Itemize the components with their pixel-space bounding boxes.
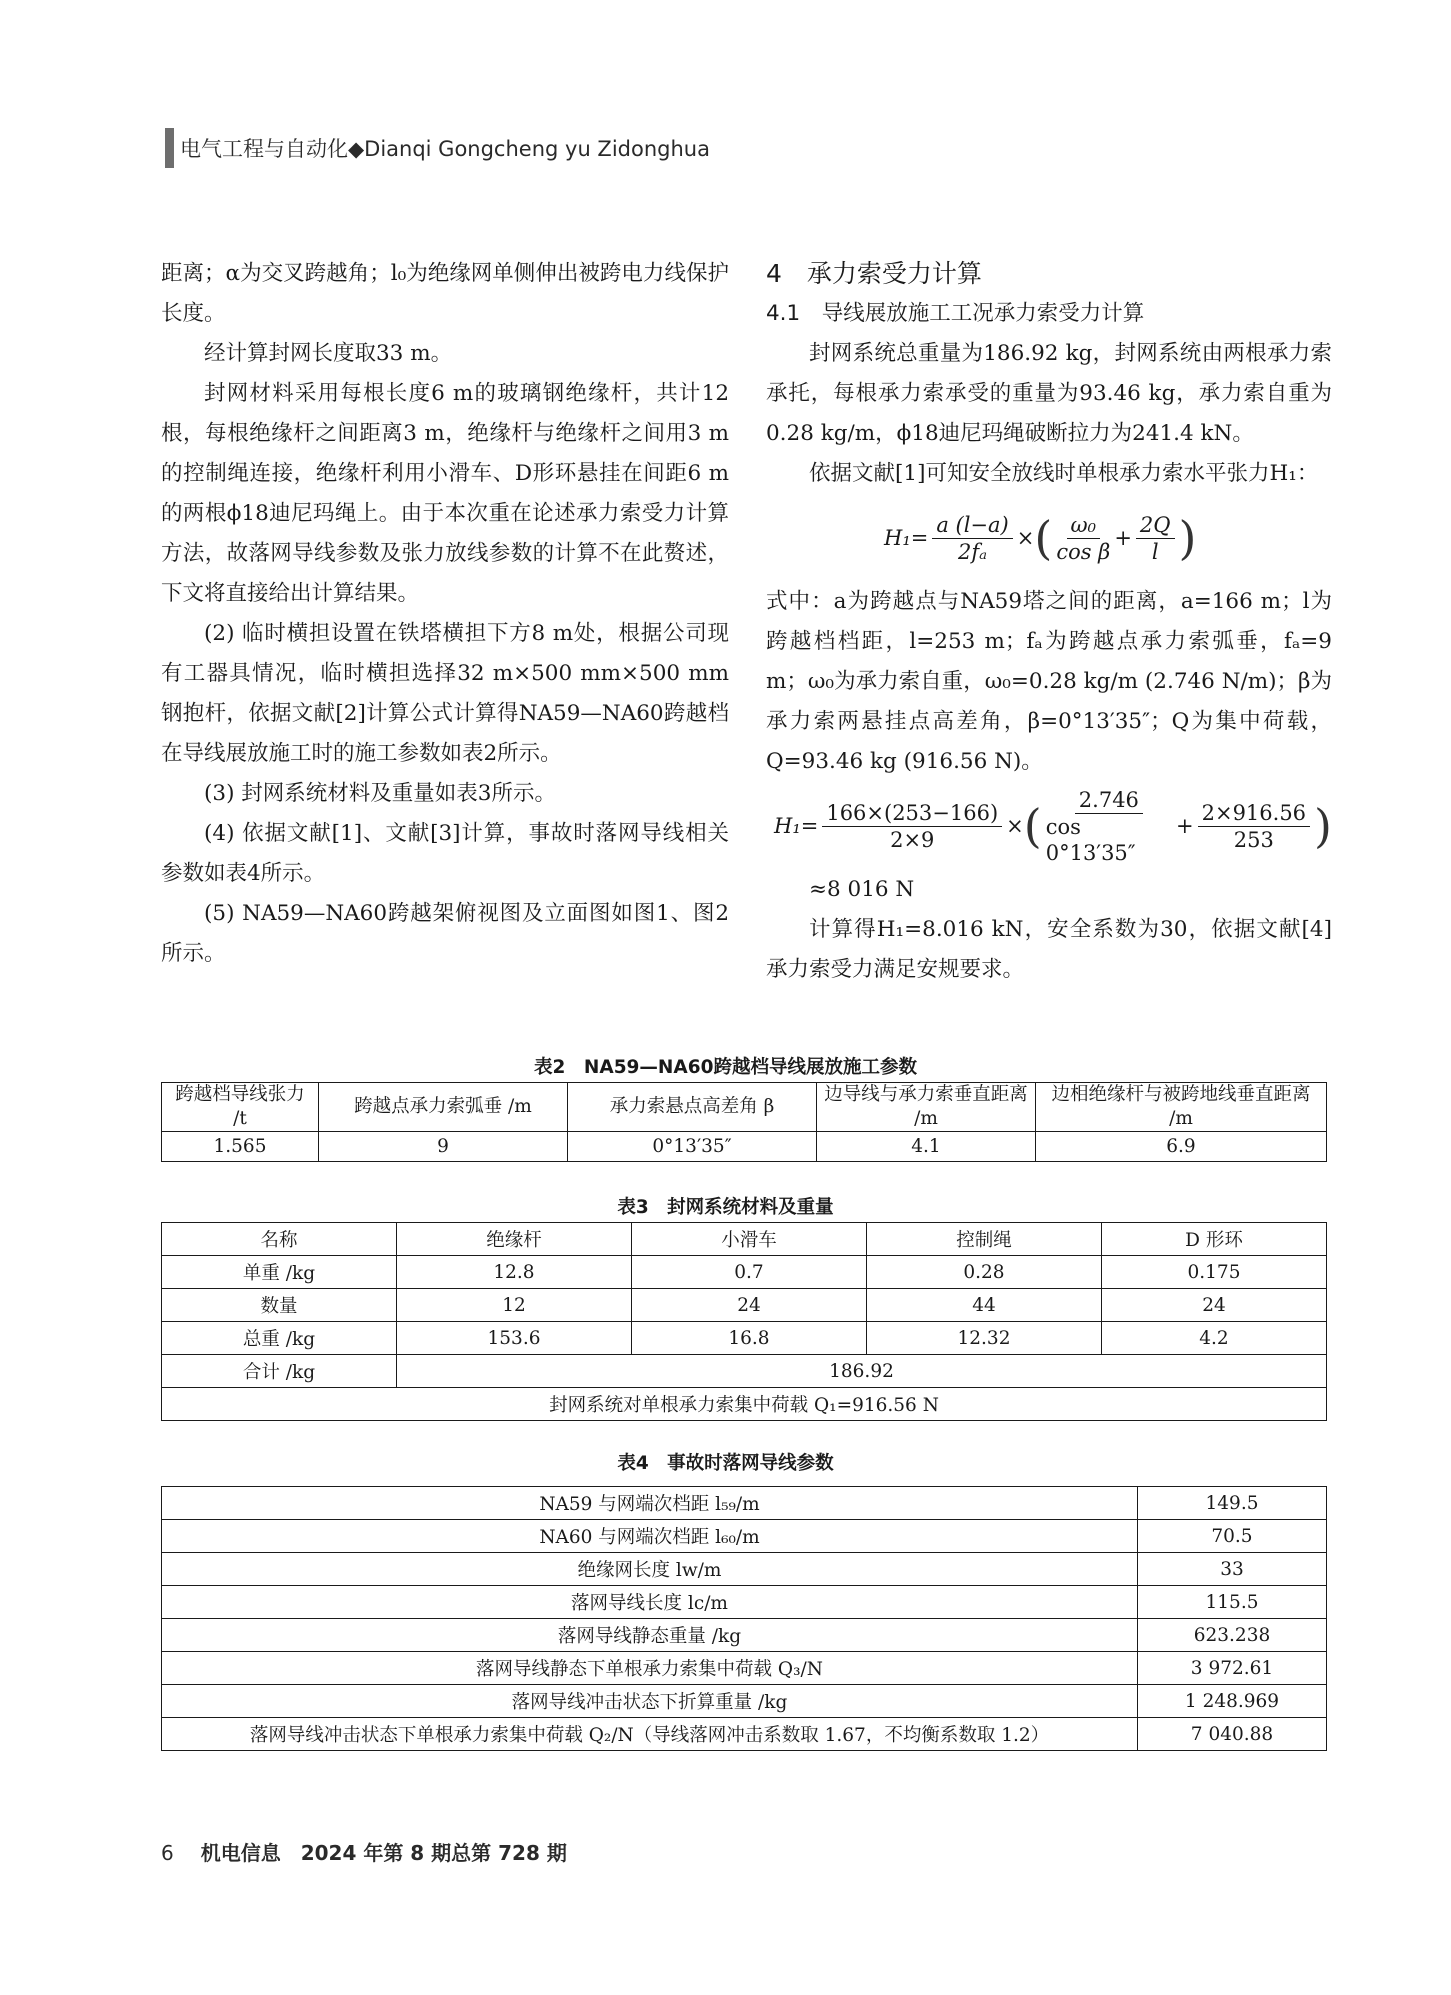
paragraph: 式中：a为跨越点与NA59塔之间的距离，a=166 m；l为跨越档档距，l=253 m；fₐ为跨越点承力索弧垂，fₐ=9 m；ω₀为承力索自重，ω₀=0.28 kg/m (2.746 N/m)；β为承力索两悬挂点高差角，β=0°13′35″；Q为集中荷载，Q=93.46 kg (916.56 N)。: [766, 589, 1332, 774]
table-row: [162, 1586, 1327, 1619]
fraction: [932, 512, 1012, 565]
denominator: cos 0°13′35″: [1045, 814, 1136, 865]
table-cell: 6.9: [1036, 1132, 1327, 1162]
fraction: [822, 800, 1002, 853]
table-cell: NA60 与网端次档距 l₆₀/m: [162, 1520, 1138, 1553]
table-cell: 12.32: [867, 1322, 1102, 1355]
table-cell: 24: [1102, 1289, 1327, 1322]
table-row: [162, 1322, 1327, 1355]
approx-result: ≈8 016 N: [809, 877, 915, 902]
journal-info: 机电信息 2024 年第 8 期总第 728 期: [200, 1841, 567, 1865]
right-paren: ): [1314, 799, 1332, 853]
table-row: [162, 1553, 1327, 1586]
table-cell: 绝缘网长度 lw/m: [162, 1553, 1138, 1586]
formula-lhs: H₁=: [774, 814, 819, 838]
denominator: 253: [1233, 827, 1274, 852]
times-sign: ×: [1006, 814, 1024, 838]
left-column: [161, 254, 729, 974]
table-cell: 623.238: [1138, 1619, 1327, 1652]
table4: [161, 1486, 1327, 1751]
table-header-cell: 跨越点承力索弧垂 /m: [319, 1083, 568, 1132]
table-row: [162, 1652, 1327, 1685]
numerator: 2.746: [1075, 787, 1143, 814]
table-header-cell: 跨越档导线张力 /t: [162, 1083, 319, 1132]
table-header-row: [162, 1083, 1327, 1132]
header-bar: [165, 128, 174, 168]
table-cell: 单重 /kg: [162, 1256, 397, 1289]
table-header-cell: 控制绳: [867, 1223, 1102, 1256]
table-header-cell: 小滑车: [632, 1223, 867, 1256]
table-cell: 7 040.88: [1138, 1718, 1327, 1751]
paragraph: 计算得H₁=8.016 kN，安全系数为30，依据文献[4]承力索受力满足安规要求。: [766, 917, 1332, 982]
numerator: 166×(253−166): [822, 800, 1002, 827]
header-text: 电气工程与自动化◆Dianqi Gongcheng yu Zidonghua: [180, 137, 710, 161]
table-cell: 12: [397, 1289, 632, 1322]
denominator: cos β: [1056, 539, 1111, 564]
table-cell: 24: [632, 1289, 867, 1322]
table-cell: 落网导线长度 lc/m: [162, 1586, 1138, 1619]
table2: [161, 1082, 1327, 1162]
denominator: l: [1151, 539, 1159, 564]
fraction: [1136, 512, 1175, 565]
table-cell: 3 972.61: [1138, 1652, 1327, 1685]
left-paren: (: [1023, 799, 1042, 853]
table-cell: 数量: [162, 1289, 397, 1322]
table2-caption: 表2 NA59—NA60跨越档导线展放施工参数: [534, 1057, 917, 1078]
table-cell: 落网导线冲击状态下单根承力索集中荷载 Q₂/N（导线落网冲击系数取 1.67，不均衡系数取 1.2）: [162, 1718, 1138, 1751]
table-cell: 153.6: [397, 1322, 632, 1355]
formula-1: [766, 494, 1332, 582]
table-cell: 总重 /kg: [162, 1322, 397, 1355]
table-cell: 149.5: [1138, 1487, 1327, 1520]
table-header-cell: D 形环: [1102, 1223, 1327, 1256]
table-header-row: [162, 1223, 1327, 1256]
table-cell: 186.92: [397, 1355, 1327, 1388]
section-heading: 4 承力索受力计算: [766, 259, 982, 288]
table-row: [162, 1132, 1327, 1162]
fraction: [1056, 512, 1110, 565]
denominator: 2fₐ: [958, 539, 988, 564]
page-number: 6: [161, 1841, 174, 1865]
table-cell: 1.565: [162, 1132, 319, 1162]
table-cell: 9: [319, 1132, 568, 1162]
table-header-cell: 边导线与承力索垂直距离 /m: [817, 1083, 1036, 1132]
table-cell: 落网导线冲击状态下折算重量 /kg: [162, 1685, 1138, 1718]
table-cell: 16.8: [632, 1322, 867, 1355]
table-cell: 封网系统对单根承力索集中荷载 Q₁=916.56 N: [162, 1388, 1327, 1421]
table-cell: 115.5: [1138, 1586, 1327, 1619]
paragraph: 依据文献[1]可知安全放线时单根承力索水平张力H₁：: [809, 461, 1319, 486]
table-cell: 12.8: [397, 1256, 632, 1289]
table-cell: 落网导线静态重量 /kg: [162, 1619, 1138, 1652]
table-row: [162, 1289, 1327, 1322]
table3-caption: 表3 封网系统材料及重量: [617, 1197, 834, 1218]
table-row: [162, 1685, 1327, 1718]
paragraph: (4) 依据文献[1]、文献[3]计算，事故时落网导线相关参数如表4所示。: [161, 821, 729, 886]
numerator: 2×916.56: [1198, 800, 1310, 827]
paragraph: (5) NA59—NA60跨越架俯视图及立面图如图1、图2所示。: [161, 901, 729, 966]
plus-sign: +: [1114, 526, 1132, 550]
table-row-note: [162, 1388, 1327, 1421]
table-cell: NA59 与网端次档距 l₅₉/m: [162, 1487, 1138, 1520]
table-cell: 33: [1138, 1553, 1327, 1586]
paragraph: 封网系统总重量为186.92 kg，封网系统由两根承力索承托，每根承力索承受的重量为93.46 kg，承力索自重为0.28 kg/m，ϕ18迪尼玛绳破断拉力为241.4 kN。: [766, 341, 1332, 446]
fraction: [1198, 800, 1310, 853]
paragraph: 距离；α为交叉跨越角；l₀为绝缘网单侧伸出被跨电力线保护长度。: [161, 261, 729, 326]
right-column: [766, 254, 1332, 990]
paragraph: (3) 封网系统材料及重量如表3所示。: [204, 781, 556, 806]
page-footer: [161, 1837, 567, 1866]
formula-lhs: H₁=: [884, 526, 929, 550]
plus-sign: +: [1176, 814, 1194, 838]
table-cell: 44: [867, 1289, 1102, 1322]
table-row: [162, 1520, 1327, 1553]
table-cell: 1 248.969: [1138, 1685, 1327, 1718]
table-cell: 0.28: [867, 1256, 1102, 1289]
table-cell: 合计 /kg: [162, 1355, 397, 1388]
table3: [161, 1222, 1327, 1421]
table-row: [162, 1256, 1327, 1289]
left-paren: (: [1034, 511, 1053, 565]
table-cell: 4.1: [817, 1132, 1036, 1162]
table-row: [162, 1619, 1327, 1652]
table-row-total: [162, 1355, 1327, 1388]
numerator: a (l−a): [932, 512, 1012, 539]
table-header-cell: 边相绝缘杆与被跨地线垂直距离 /m: [1036, 1083, 1327, 1132]
denominator: 2×9: [890, 827, 935, 852]
numerator: ω₀: [1067, 512, 1101, 539]
table-header-cell: 承力索悬点高差角 β: [568, 1083, 817, 1132]
right-paren: ): [1178, 511, 1197, 565]
times-sign: ×: [1016, 526, 1035, 550]
table-cell: 落网导线静态下单根承力索集中荷载 Q₃/N: [162, 1652, 1138, 1685]
subsection-heading: 4.1 导线展放施工工况承力索受力计算: [766, 301, 1145, 326]
table4-caption: 表4 事故时落网导线参数: [617, 1453, 834, 1474]
table-cell: 70.5: [1138, 1520, 1327, 1553]
fraction: [1046, 787, 1172, 866]
paragraph: 封网材料采用每根长度6 m的玻璃钢绝缘杆，共计12根，每根绝缘杆之间距离3 m，绝缘杆与绝缘杆之间用3 m的控制绳连接，绝缘杆利用小滑车、D形环悬挂在间距6 m的两根ϕ18迪尼玛绳上。由于本次重在论述承力索受力计算方法，故落网导线参数及张力放线参数的计算不在此赘述，下文将直接给出计算结果。: [161, 381, 729, 606]
table-cell: 0.7: [632, 1256, 867, 1289]
numerator: 2Q: [1136, 512, 1175, 539]
formula-2: [766, 782, 1332, 870]
table-header-cell: 绝缘杆: [397, 1223, 632, 1256]
table-row: [162, 1487, 1327, 1520]
table-cell: 0°13′35″: [568, 1132, 817, 1162]
table-cell: 4.2: [1102, 1322, 1327, 1355]
paragraph: 经计算封网长度取33 m。: [204, 341, 453, 366]
table-header-cell: 名称: [162, 1223, 397, 1256]
paragraph: (2) 临时横担设置在铁塔横担下方8 m处，根据公司现有工器具情况，临时横担选择32 m×500 mm×500 mm钢抱杆，依据文献[2]计算公式计算得NA59—NA60跨越档在导线展放施工时的施工参数如表2所示。: [161, 621, 729, 766]
table-cell: 0.175: [1102, 1256, 1327, 1289]
running-header: [165, 128, 710, 168]
table-row: [162, 1718, 1327, 1751]
